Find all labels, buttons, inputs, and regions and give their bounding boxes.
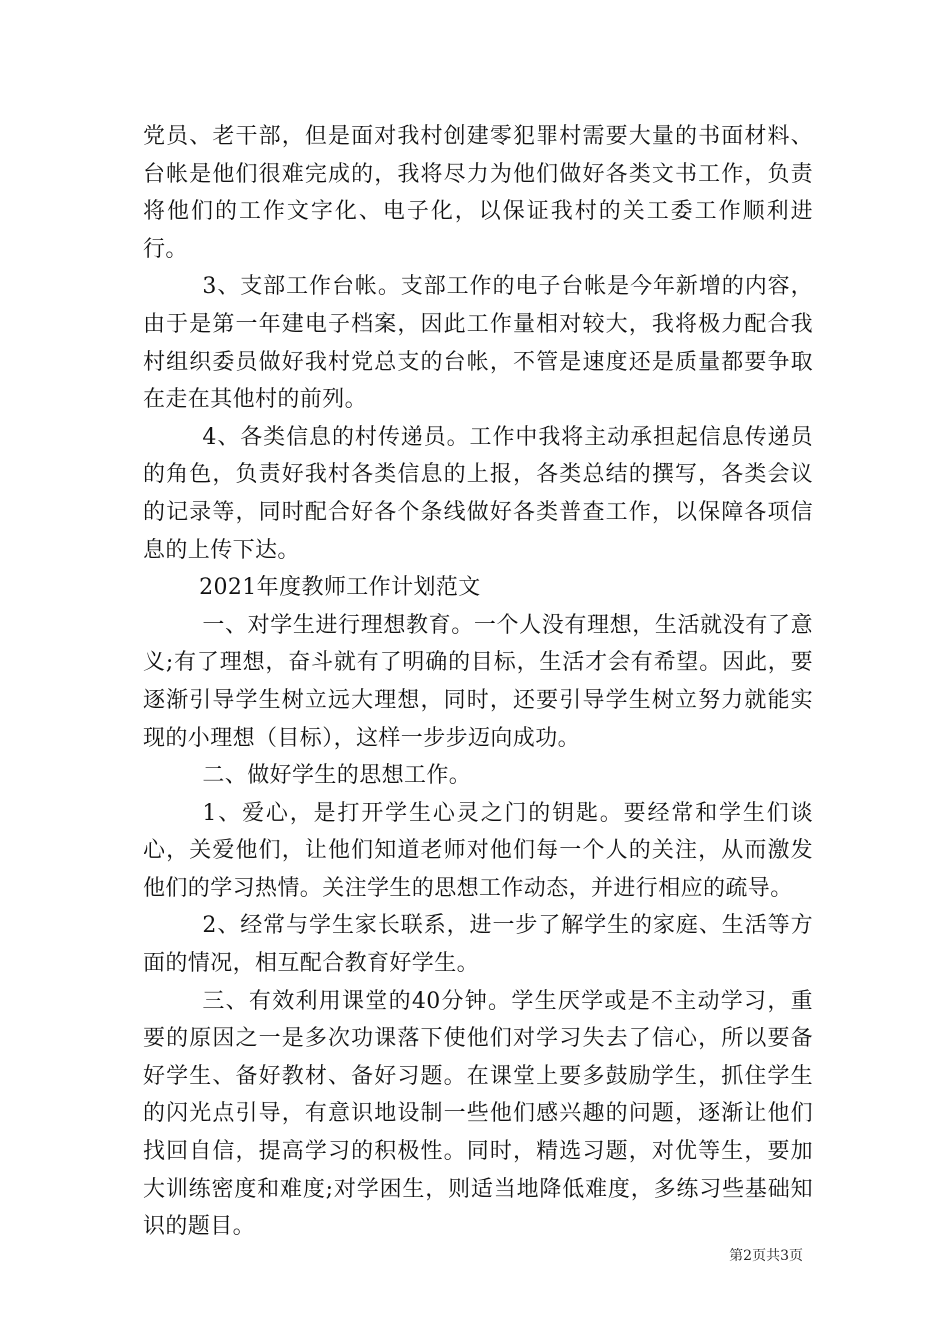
document-body xyxy=(143,118,813,1246)
paragraph-info-messenger: 4、各类信息的村传递员。工作中我将主动承担起信息传递员的角色，负责好我村各类信息的上报，各类总结的撰写，各类会议的记录等，同时配合好各个条线做好各类普查工作，以保障各项信息的上传下达。 xyxy=(143,424,813,563)
page-number: 第2页共3页 xyxy=(729,1248,803,1264)
paragraph-parent-contact: 2、经常与学生家长联系，进一步了解学生的家庭、生活等方面的情况，相互配合教育好学生。 xyxy=(143,913,813,977)
paragraph-love-key: 1、爱心，是打开学生心灵之门的钥匙。要经常和学生们谈心，关爱他们，让他们知道老师对他们每一个人的关注，从而激发他们的学习热情。关注学生的思想工作动态，并进行相应的疏导。 xyxy=(143,800,813,901)
paragraph-classroom-40-minutes: 三、有效利用课堂的40分钟。学生厌学或是不主动学习，重要的原因之一是多次功课落下使他们对学习失去了信心，所以要备好学生、备好教材、备好习题。在课堂上要多鼓励学生，抓住学生的闪光点引导，有意识地设制一些他们感兴趣的问题，逐渐让他们找回自信，提高学习的积极性。同时，精选习题，对优等生，要加大训练密度和难度;对学困生，则适当地降低难度，多练习些基础知识的题目。 xyxy=(143,988,813,1240)
paragraph-ideological-work: 二、做好学生的思想工作。 xyxy=(202,763,472,789)
paragraph-ideal-education: 一、对学生进行理想教育。一个人没有理想，生活就没有了意义;有了理想，奋斗就有了明确的目标，生活才会有希望。因此，要逐渐引导学生树立远大理想，同时，还要引导学生树立努力就能实现的小理想（目标），这样一步步迈向成功。 xyxy=(143,612,813,751)
section-title: 2021年度教师工作计划范文 xyxy=(199,575,481,601)
paragraph-continuation: 党员、老干部，但是面对我村创建零犯罪村需要大量的书面材料、台帐是他们很难完成的，我将尽力为他们做好各类文书工作，负责将他们的工作文字化、电子化，以保证我村的关工委工作顺利进行。 xyxy=(143,124,813,262)
paragraph-branch-ledger: 3、支部工作台帐。支部工作的电子台帐是今年新增的内容，由于是第一年建电子档案，因此工作量相对较大，我将极力配合我村组织委员做好我村党总支的台帐，不管是速度还是质量都要争取在走在其他村的前列。 xyxy=(143,274,813,413)
